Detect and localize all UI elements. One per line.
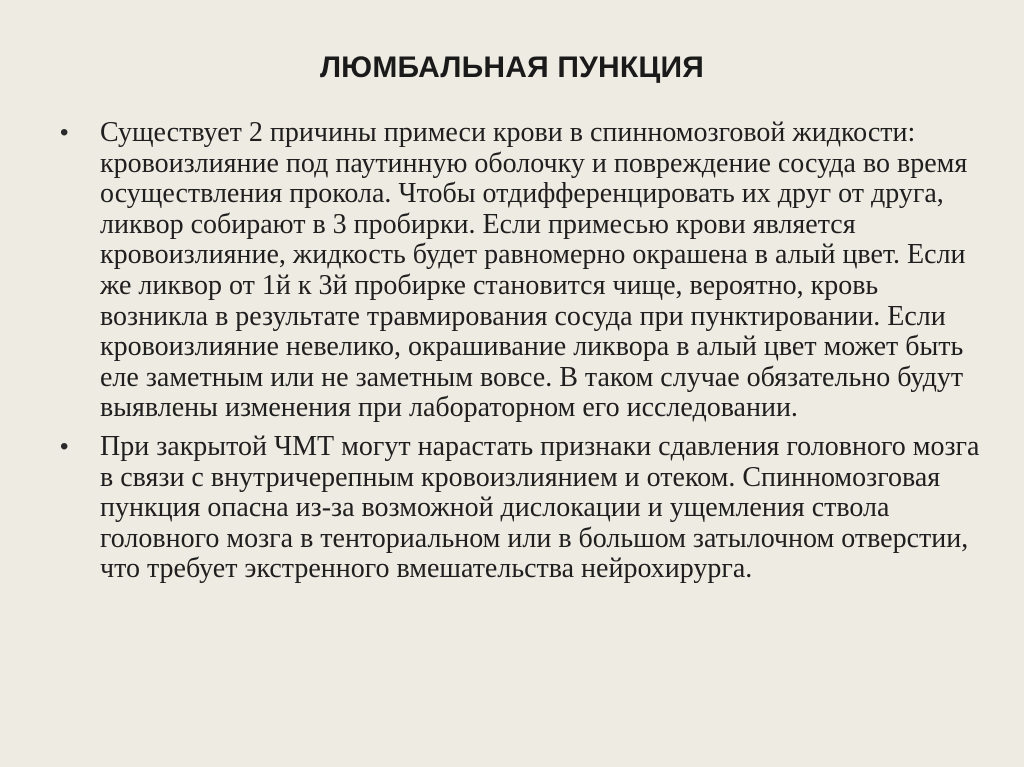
bullet-item-1 (60, 118, 980, 424)
bullet-list (60, 118, 980, 593)
slide-title: ЛЮМБАЛЬНАЯ ПУНКЦИЯ (319, 51, 705, 84)
bullet-text-2: При закрытой ЧМТ могут нарастать признаки сдавления головного мозга в связи с внутричерепным кровоизлиянием и отеком. Спинномозговая пункция опасна из-за возможной дислокации и ущемления ствола головного мозга в тенториальном или в большом затылочном отверстии, что требует экстренного вмешательства нейрохирурга. (100, 430, 980, 585)
bullet-dot-icon: • (60, 432, 69, 460)
bullet-dot-icon: • (60, 119, 69, 146)
bullet-item-2 (60, 432, 980, 585)
bullet-text-1: Существует 2 причины примеси крови в спинномозговой жидкости: кровоизлияние под паутинную оболочку и повреждение сосуда во время осуществления прокола. Чтобы отдифференцировать их друг от друга, ликвор собирают в 3 пробирки. Если примесью крови является кровоизлияние, жидкость будет равномерно окрашена в алый цвет. Если же ликвор от 1й к 3й пробирке становится чище, вероятно, кровь возникла в результате травмирования сосуда при пунктировании. Если кровоизлияние невелико, окрашивание ликвора в алый цвет может быть еле заметным или не заметным вовсе. В таком случае обязательно будут выявлены изменения при лабораторном его исследовании. (100, 117, 968, 424)
